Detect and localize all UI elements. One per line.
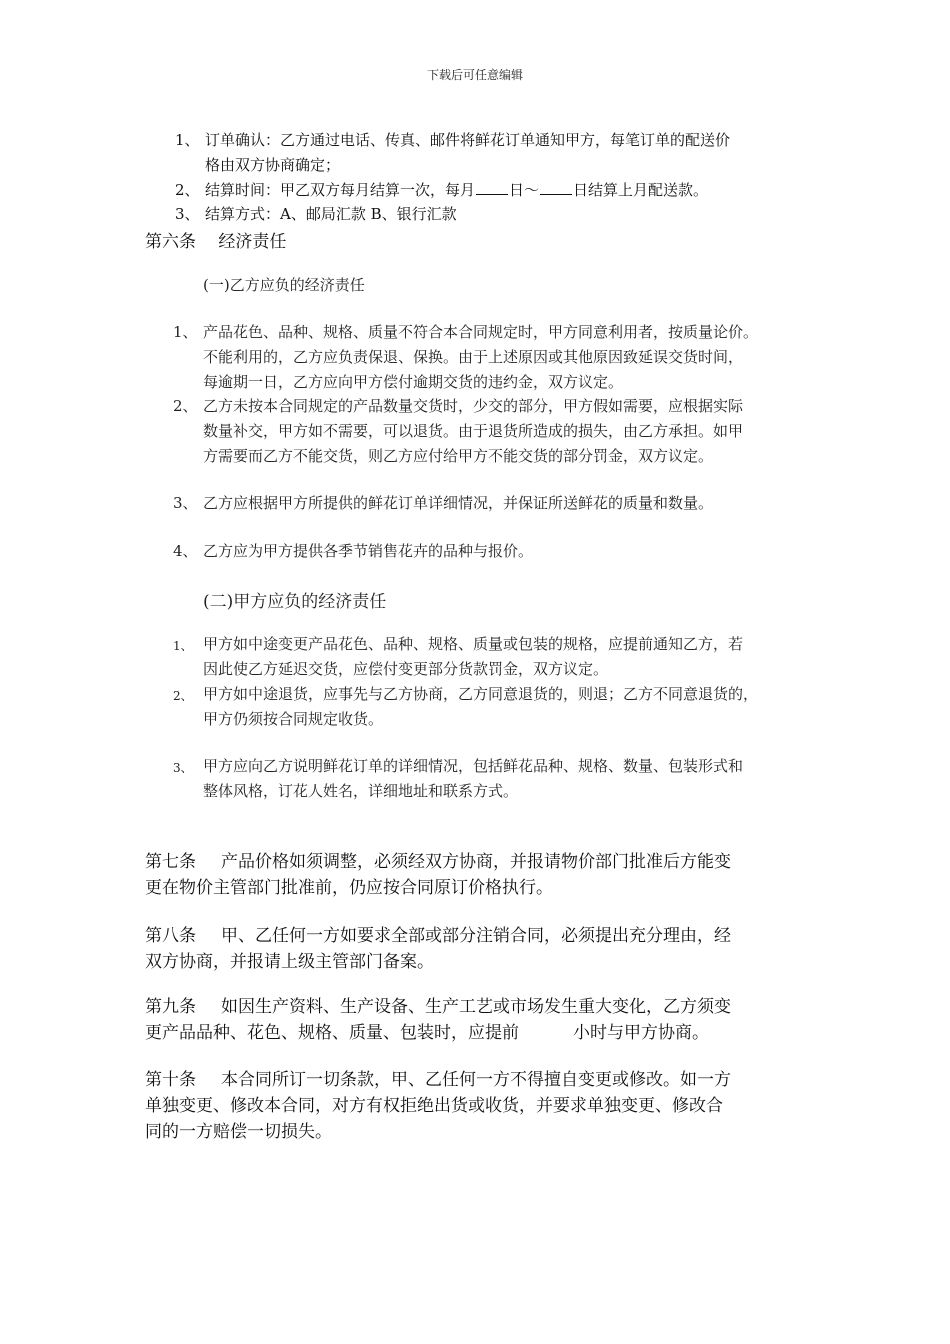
item-text-line: 乙方应为甲方提供各季节销售花卉的品种与报价。 bbox=[203, 542, 534, 560]
article-text-line: 单独变更、修改本合同，对方有权拒绝出货或收货，并要求单独变更、修改合 bbox=[145, 1096, 723, 1116]
item-text-line: 甲方如中途变更产品花色、品种、规格、质量或包装的规格，应提前通知乙方，若 bbox=[203, 635, 744, 653]
item-number: 1、 bbox=[173, 323, 198, 341]
item-text-line: 整体风格，订花人姓名，详细地址和联系方式。 bbox=[203, 782, 519, 800]
item-text-line: 数量补交，甲方如不需要，可以退货。由于退货所造成的损失，由乙方承担。如甲 bbox=[203, 422, 744, 440]
item-number: 2、 bbox=[173, 397, 198, 415]
article-8 bbox=[145, 923, 805, 975]
party-b-item-4 bbox=[173, 539, 833, 564]
article-text-pre: 更产品品种、花色、规格、质量、包装时，应提前 bbox=[145, 1023, 519, 1043]
payment-item-1 bbox=[175, 128, 825, 178]
party-a-item-1 bbox=[173, 632, 833, 682]
item-text-line: 因此使乙方延迟交货，应偿付变更部分货款罚金，双方议定。 bbox=[203, 660, 609, 678]
item-text-line: 结算方式：A、邮局汇款 B、银行汇款 bbox=[205, 205, 457, 223]
item-number: 2、 bbox=[173, 689, 193, 703]
item-text-line: 乙方应根据甲方所提供的鲜花订单详细情况，并保证所送鲜花的质量和数量。 bbox=[203, 494, 714, 512]
item-text-line: 产品花色、品种、规格、质量不符合本合同规定时，甲方同意利用者，按质量论价。 bbox=[203, 323, 759, 341]
item-number: 3、 bbox=[173, 761, 193, 775]
item-number: 3、 bbox=[175, 205, 200, 223]
item-number: 3、 bbox=[173, 494, 198, 512]
party-a-responsibility-title: (二)甲方应负的经济责任 bbox=[203, 592, 387, 612]
article-text-post: 小时与甲方协商。 bbox=[573, 1023, 709, 1043]
item-text-line bbox=[205, 178, 708, 203]
party-b-responsibility-title: (一)乙方应负的经济责任 bbox=[203, 276, 365, 294]
article-text-line: 双方协商，并报请上级主管部门备案。 bbox=[145, 952, 434, 972]
item-text-line: 格由双方协商确定； bbox=[205, 156, 341, 174]
article-text-line: 甲、乙任何一方如要求全部或部分注销合同，必须提出充分理由，经 bbox=[221, 926, 731, 946]
party-b-item-3 bbox=[173, 491, 833, 516]
party-a-item-3 bbox=[173, 754, 833, 804]
article-7 bbox=[145, 849, 805, 901]
article-6-heading: 第六条 经济责任 bbox=[145, 232, 287, 252]
item-text-line: 甲方应向乙方说明鲜花订单的详细情况，包括鲜花品种、规格、数量、包装形式和 bbox=[203, 757, 744, 775]
article-label: 第九条 bbox=[145, 997, 196, 1017]
item-number: 4、 bbox=[173, 542, 198, 560]
payment-item-3 bbox=[175, 202, 825, 227]
article-text-line: 同的一方赔偿一切损失。 bbox=[145, 1122, 332, 1142]
settlement-text-mid: 日～ bbox=[509, 181, 540, 199]
item-text-line: 甲方如中途退货，应事先与乙方协商，乙方同意退货的，则退；乙方不同意退货的， bbox=[203, 685, 759, 703]
article-10 bbox=[145, 1067, 805, 1145]
article-text-line: 如因生产资料、生产设备、生产工艺或市场发生重大变化，乙方须变 bbox=[221, 997, 731, 1017]
settlement-text-pre: 结算时间：甲乙双方每月结算一次，每月 bbox=[205, 181, 476, 199]
article-text-line: 本合同所订一切条款，甲、乙任何一方不得擅自变更或修改。如一方 bbox=[221, 1070, 731, 1090]
party-a-item-2 bbox=[173, 682, 833, 732]
item-text-line: 每逾期一日，乙方应向甲方偿付逾期交货的违约金，双方议定。 bbox=[203, 373, 624, 391]
item-number: 1、 bbox=[173, 639, 193, 653]
item-text-line: 乙方未按本合同规定的产品数量交货时，少交的部分，甲方假如需要，应根据实际 bbox=[203, 397, 744, 415]
settlement-text-post: 日结算上月配送款。 bbox=[573, 181, 709, 199]
article-label: 第七条 bbox=[145, 852, 196, 872]
article-label: 第八条 bbox=[145, 926, 196, 946]
item-text-line: 方需要而乙方不能交货，则乙方应付给甲方不能交货的部分罚金，双方议定。 bbox=[203, 447, 714, 465]
article-label: 第十条 bbox=[145, 1070, 196, 1090]
blank-line bbox=[476, 193, 508, 195]
party-b-item-2 bbox=[173, 394, 833, 469]
item-text-line: 不能利用的，乙方应负责保退、保换。由于上述原因或其他原因致延误交货时间， bbox=[203, 348, 744, 366]
article-text-line: 更在物价主管部门批准前，仍应按合同原订价格执行。 bbox=[145, 878, 553, 898]
item-number: 1、 bbox=[175, 131, 200, 149]
article-9 bbox=[145, 994, 805, 1046]
article-text-line: 产品价格如须调整，必须经双方协商，并报请物价部门批准后方能变 bbox=[221, 852, 731, 872]
payment-item-2 bbox=[175, 178, 825, 203]
page-header-note: 下载后可任意编辑 bbox=[426, 68, 523, 82]
item-text-line: 甲方仍须按合同规定收货。 bbox=[203, 710, 384, 728]
item-number: 2、 bbox=[175, 181, 200, 199]
item-text-line: 订单确认：乙方通过电话、传真、邮件将鲜花订单通知甲方，每笔订单的配送价 bbox=[205, 131, 731, 149]
party-b-item-1 bbox=[173, 320, 833, 395]
blank-line bbox=[540, 193, 572, 195]
